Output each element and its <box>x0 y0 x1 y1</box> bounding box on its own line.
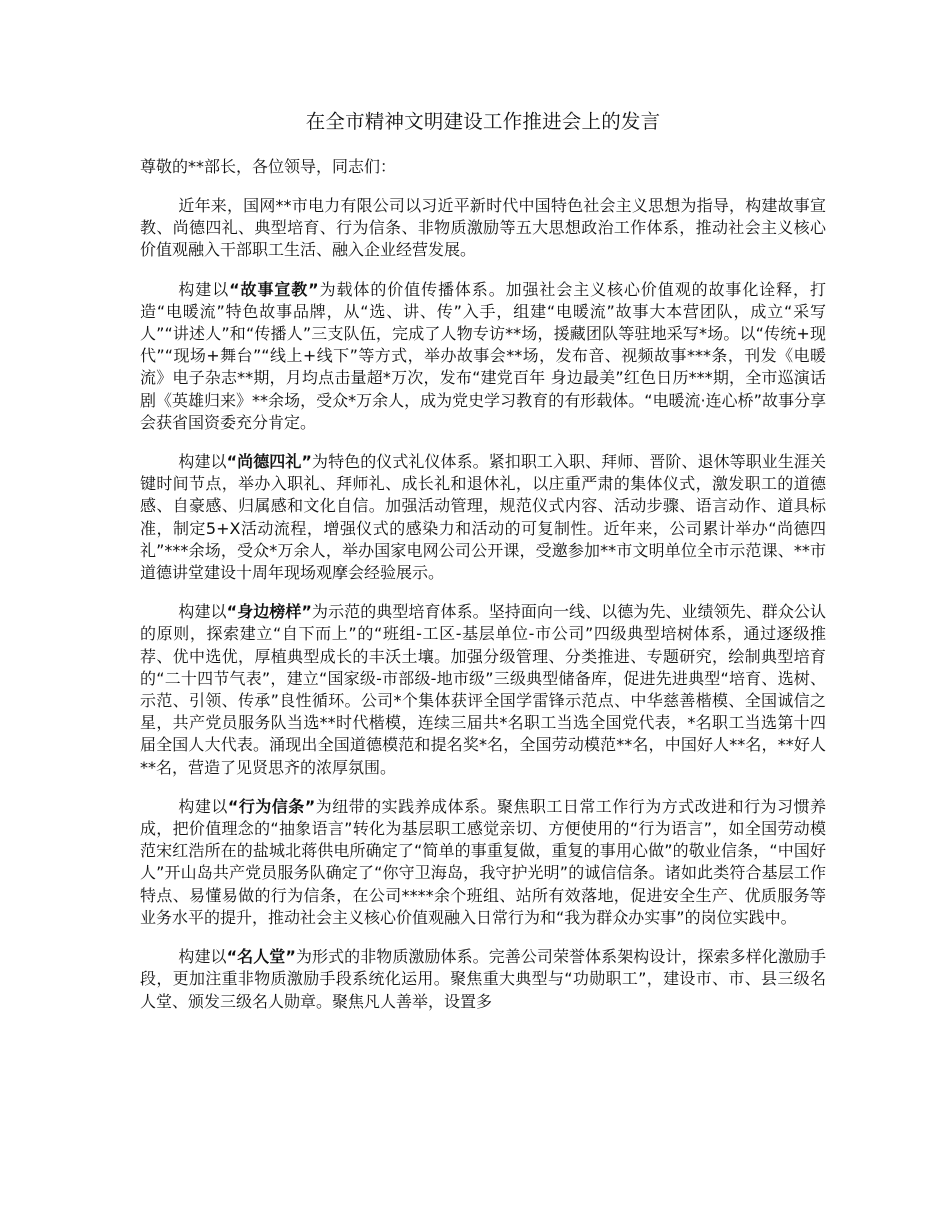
section-prefix: 构建以 <box>178 602 227 622</box>
section-body: 为载体的价值传播体系。加强社会主义核心价值观的故事化诠释，打造“电暖流”特色故事品牌，从“选、讲、传”入手，组建“电暖流”故事大本营团队，成立“采写人”“讲述人”和“传播人”三支队伍，完成了人物专访**场，援藏团队等驻地采写*场。以“传统+现代”“现场+舞台”“线上+线下”等方式，举办故事会**场，发布音、视频故事***条，刊发《电暖流》电子杂志**期，月均点击量超*万次，发布“建党百年 身边最美”红色日历***期，全市巡演话剧《英雄归来》**余场，受众*万余人，成为党史学习教育的有形载体。“电暖流·连心桥”故事分享会获省国资委充分肯定。 <box>140 279 826 432</box>
section-lead: “故事宣教” <box>229 279 319 299</box>
section-lead: “身边榜样” <box>226 602 312 622</box>
document-page <box>140 108 826 1030</box>
section-role-model-system <box>140 601 826 779</box>
section-body: 为纽带的实践养成体系。聚焦职工日常工作行为方式改进和行为习惯养成，把价值理念的“抽象语言”转化为基层职工感觉亲切、方便使用的“行为语言”，如全国劳动模范宋红浩所在的盐城北蒋供电所确定了“简单的事重复做，重复的事用心做”的敬业信条，“中国好人”开山岛共产党员服务队确定了“你守卫海岛，我守护光明”的诚信信条。诸如此类符合基层工作特点、易懂易做的行为信条，在公司****余个班组、站所有效落地，促进安全生产、优质服务等业务水平的提升，推动社会主义核心价值观融入日常行为和“我为群众办实事”的岗位实践中。 <box>140 796 826 927</box>
section-lead: “尚德四礼” <box>226 452 312 472</box>
intro-paragraph: 近年来，国网**市电力有限公司以习近平新时代中国特色社会主义思想为指导，构建故事宣教、尚德四礼、典型培育、行为信条、非物质激励等五大思想政治工作体系，推动社会主义核心价值观融入干部职工生活、融入企业经营发展。 <box>140 196 826 260</box>
section-prefix: 构建以 <box>178 452 227 472</box>
section-prefix: 构建以 <box>178 279 230 299</box>
section-lead: “行为信条” <box>227 796 316 816</box>
section-behavior-creed-system <box>140 796 826 929</box>
section-hall-of-fame-system <box>140 946 826 1013</box>
section-lead: “名人堂” <box>226 947 296 967</box>
section-body: 为示范的典型培育体系。坚持面向一线、以德为先、业绩领先、群众公认的原则，探索建立“自下而上”的“班组-工区-基层单位-市公司”四级典型培树体系，通过逐级推荐、优中选优，厚植典型成长的丰沃土壤。加强分级管理、分类推进、专题研究，绘制典型培育的“二十四节气表”，建立“国家级-市部级-地市级”三级典型储备库，促进先进典型“培育、选树、示范、引领、传承”良性循环。公司*个集体获评全国学雷锋示范点、中华慈善楷模、全国诚信之星，共产党员服务队当选**时代楷模，连续三届共*名职工当选全国党代表，*名职工当选第十四届全国人大代表。涌现出全国道德模范和提名奖*名，全国劳动模范**名，中国好人**名，**好人**名，营造了见贤思齐的浓厚氛围。 <box>140 602 826 777</box>
document-title: 在全市精神文明建设工作推进会上的发言 <box>305 110 661 133</box>
section-body: 为特色的仪式礼仪体系。紧扣职工入职、拜师、晋阶、退休等职业生涯关键时间节点，举办入职礼、拜师礼、成长礼和退休礼，以庄重严肃的集体仪式，激发职工的道德感、自豪感、归属感和文化自信。加强活动管理，规范仪式内容、活动步骤、语言动作、道具标准，制定5+X活动流程，增强仪式的感染力和活动的可复制性。近年来，公司累计举办“尚德四礼”***余场，受众*万余人，举办国家电网公司公开课，受邀参加**市文明单位全市示范课、**市道德讲堂建设十周年现场观摩会经验展示。 <box>140 452 826 583</box>
section-etiquette-system <box>140 451 826 584</box>
section-body: 为形式的非物质激励体系。完善公司荣誉体系架构设计，探索多样化激励手段，更加注重非物质激励手段系统化运用。聚焦重大典型与“功勋职工”，建设市、市、县三级名人堂、颁发三级名人勋章。聚焦凡人善举，设置多 <box>140 947 826 1011</box>
section-prefix: 构建以 <box>178 796 228 816</box>
salutation: 尊敬的**部长，各位领导，同志们： <box>140 157 397 176</box>
section-story-system <box>140 279 826 434</box>
section-prefix: 构建以 <box>178 947 227 967</box>
